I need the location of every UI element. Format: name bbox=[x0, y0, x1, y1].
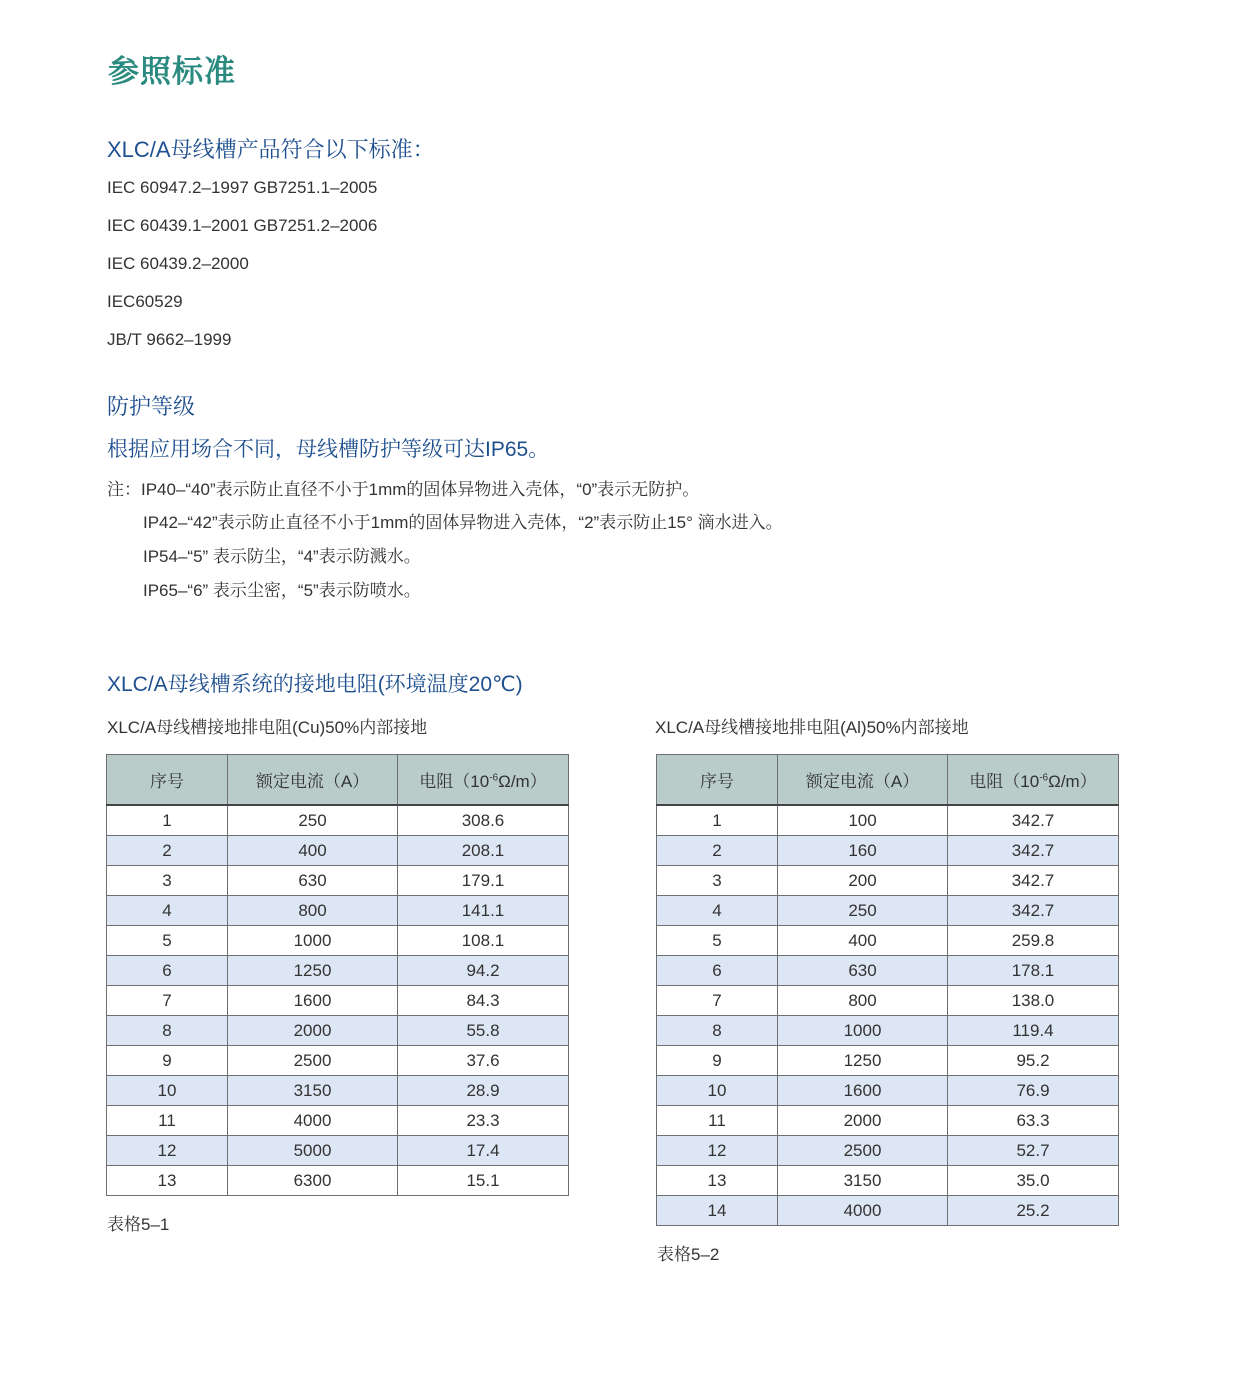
table-cell: 208.1 bbox=[398, 836, 569, 866]
table-row bbox=[657, 805, 1119, 836]
table-row bbox=[107, 1046, 569, 1076]
table-cell: 141.1 bbox=[398, 896, 569, 926]
table-row bbox=[657, 866, 1119, 896]
column-header: 额定电流（A） bbox=[778, 755, 948, 806]
table-cell: 94.2 bbox=[398, 956, 569, 986]
table-cell: 10 bbox=[107, 1076, 228, 1106]
table2-caption: XLC/A母线槽接地排电阻(Al)50%内部接地 bbox=[655, 718, 969, 737]
table-cell: 2500 bbox=[778, 1136, 948, 1166]
table-cell: 342.7 bbox=[948, 836, 1119, 866]
table1-label: 表格5–1 bbox=[107, 1215, 170, 1234]
table-cell: 13 bbox=[657, 1166, 778, 1196]
table-cell: 28.9 bbox=[398, 1076, 569, 1106]
table-cell: 95.2 bbox=[948, 1046, 1119, 1076]
table-row bbox=[657, 926, 1119, 956]
table-cell: 14 bbox=[657, 1196, 778, 1226]
resistance-table-cu bbox=[106, 754, 569, 1196]
table-row bbox=[107, 986, 569, 1016]
table-row bbox=[657, 1046, 1119, 1076]
note-line: IP54–“5” 表示防尘，“4”表示防溅水。 bbox=[143, 547, 421, 566]
table-cell: 4000 bbox=[778, 1196, 948, 1226]
page-title: 参照标准 bbox=[108, 54, 236, 89]
table-cell: 138.0 bbox=[948, 986, 1119, 1016]
table-cell: 179.1 bbox=[398, 866, 569, 896]
table-cell: 4 bbox=[657, 896, 778, 926]
table-cell: 12 bbox=[657, 1136, 778, 1166]
table-row bbox=[657, 986, 1119, 1016]
table-cell: 9 bbox=[107, 1046, 228, 1076]
table-cell: 5 bbox=[107, 926, 228, 956]
table-row bbox=[657, 1166, 1119, 1196]
table-cell: 17.4 bbox=[398, 1136, 569, 1166]
standard-line: IEC 60947.2–1997 GB7251.1–2005 bbox=[107, 178, 378, 197]
table-cell: 250 bbox=[228, 805, 398, 836]
table-row bbox=[107, 1136, 569, 1166]
table-cell: 250 bbox=[778, 896, 948, 926]
table-cell: 76.9 bbox=[948, 1076, 1119, 1106]
standards-heading: XLC/A母线槽产品符合以下标准： bbox=[107, 137, 435, 162]
standard-line: IEC 60439.1–2001 GB7251.2–2006 bbox=[107, 216, 378, 235]
table-row bbox=[107, 926, 569, 956]
table-cell: 342.7 bbox=[948, 866, 1119, 896]
table-cell: 6 bbox=[107, 956, 228, 986]
table-cell: 12 bbox=[107, 1136, 228, 1166]
table-row bbox=[107, 1166, 569, 1196]
table-cell: 52.7 bbox=[948, 1136, 1119, 1166]
table-cell: 1000 bbox=[778, 1016, 948, 1046]
column-header: 电阻$(10^{-6}\Omega/m)$ bbox=[398, 755, 569, 806]
table-cell: 4000 bbox=[228, 1106, 398, 1136]
table-row bbox=[107, 896, 569, 926]
table-cell: 10 bbox=[657, 1076, 778, 1106]
table-cell: 11 bbox=[107, 1106, 228, 1136]
note-line: 注：IP40–“40”表示防止直径不小于1mm的固体异物进入壳体，“0”表示无防护。 bbox=[107, 480, 700, 499]
table-cell: 400 bbox=[778, 926, 948, 956]
table-cell: 108.1 bbox=[398, 926, 569, 956]
table-cell: 1000 bbox=[228, 926, 398, 956]
table-cell: 63.3 bbox=[948, 1106, 1119, 1136]
table-row bbox=[657, 836, 1119, 866]
table-cell: 259.8 bbox=[948, 926, 1119, 956]
table-cell: 1600 bbox=[778, 1076, 948, 1106]
column-header: 序号 bbox=[657, 755, 778, 806]
table-row bbox=[657, 956, 1119, 986]
resistance-table-al bbox=[656, 754, 1119, 1226]
grounding-heading: XLC/A母线槽系统的接地电阻(环境温度20℃) bbox=[107, 673, 523, 696]
table-cell: 5000 bbox=[228, 1136, 398, 1166]
table-cell: 400 bbox=[228, 836, 398, 866]
table-cell: 7 bbox=[107, 986, 228, 1016]
table-row bbox=[107, 1076, 569, 1106]
table-row bbox=[107, 1016, 569, 1046]
note-line: IP65–“6” 表示尘密，“5”表示防喷水。 bbox=[143, 581, 421, 600]
table-row bbox=[107, 1106, 569, 1136]
table-row bbox=[657, 1106, 1119, 1136]
table-cell: 800 bbox=[228, 896, 398, 926]
table-row bbox=[107, 956, 569, 986]
table-cell: 9 bbox=[657, 1046, 778, 1076]
table-cell: 3150 bbox=[778, 1166, 948, 1196]
table2-label: 表格5–2 bbox=[657, 1245, 720, 1264]
table-cell: 2 bbox=[107, 836, 228, 866]
table-cell: 23.3 bbox=[398, 1106, 569, 1136]
table-cell: 1600 bbox=[228, 986, 398, 1016]
table-row bbox=[107, 866, 569, 896]
table-cell: 15.1 bbox=[398, 1166, 569, 1196]
table-cell: 1250 bbox=[778, 1046, 948, 1076]
column-header: 序号 bbox=[107, 755, 228, 806]
table-cell: 200 bbox=[778, 866, 948, 896]
column-header: 额定电流（A） bbox=[228, 755, 398, 806]
standard-line: JB/T 9662–1999 bbox=[107, 330, 232, 349]
table-cell: 160 bbox=[778, 836, 948, 866]
table-cell: 13 bbox=[107, 1166, 228, 1196]
table-cell: 2 bbox=[657, 836, 778, 866]
table-cell: 84.3 bbox=[398, 986, 569, 1016]
table-cell: 2000 bbox=[228, 1016, 398, 1046]
table-cell: 7 bbox=[657, 986, 778, 1016]
table-row bbox=[657, 1196, 1119, 1226]
table-cell: 25.2 bbox=[948, 1196, 1119, 1226]
note-line: IP42–“42”表示防止直径不小于1mm的固体异物进入壳体，“2”表示防止15° 滴水进入。 bbox=[143, 513, 783, 532]
table1-caption: XLC/A母线槽接地排电阻(Cu)50%内部接地 bbox=[107, 718, 428, 737]
table-cell: 8 bbox=[107, 1016, 228, 1046]
table-cell: 3 bbox=[107, 866, 228, 896]
table-cell: 1 bbox=[657, 805, 778, 836]
table-cell: 800 bbox=[778, 986, 948, 1016]
protection-heading: 防护等级 bbox=[107, 394, 196, 419]
table-cell: 1250 bbox=[228, 956, 398, 986]
table-cell: 55.8 bbox=[398, 1016, 569, 1046]
table-cell: 8 bbox=[657, 1016, 778, 1046]
table-cell: 3150 bbox=[228, 1076, 398, 1106]
table-row bbox=[657, 896, 1119, 926]
table-cell: 3 bbox=[657, 866, 778, 896]
table-cell: 1 bbox=[107, 805, 228, 836]
standard-line: IEC 60439.2–2000 bbox=[107, 254, 249, 273]
table-cell: 630 bbox=[778, 956, 948, 986]
table-cell: 6 bbox=[657, 956, 778, 986]
table-row bbox=[107, 805, 569, 836]
table-cell: 342.7 bbox=[948, 896, 1119, 926]
table-cell: 178.1 bbox=[948, 956, 1119, 986]
table-cell: 630 bbox=[228, 866, 398, 896]
table-row bbox=[107, 836, 569, 866]
table-cell: 37.6 bbox=[398, 1046, 569, 1076]
table-cell: 2500 bbox=[228, 1046, 398, 1076]
standard-line: IEC60529 bbox=[107, 292, 183, 311]
table-cell: 6300 bbox=[228, 1166, 398, 1196]
table-cell: 35.0 bbox=[948, 1166, 1119, 1196]
table-row bbox=[657, 1016, 1119, 1046]
table-cell: 4 bbox=[107, 896, 228, 926]
table-cell: 308.6 bbox=[398, 805, 569, 836]
table-cell: 342.7 bbox=[948, 805, 1119, 836]
column-header: 电阻$(10^{-6}\Omega/m)$ bbox=[948, 755, 1119, 806]
table-cell: 100 bbox=[778, 805, 948, 836]
table-cell: 11 bbox=[657, 1106, 778, 1136]
table-cell: 119.4 bbox=[948, 1016, 1119, 1046]
protection-subheading: 根据应用场合不同，母线槽防护等级可达IP65。 bbox=[107, 438, 550, 461]
table-cell: 5 bbox=[657, 926, 778, 956]
table-row bbox=[657, 1136, 1119, 1166]
table-row bbox=[657, 1076, 1119, 1106]
table-cell: 2000 bbox=[778, 1106, 948, 1136]
